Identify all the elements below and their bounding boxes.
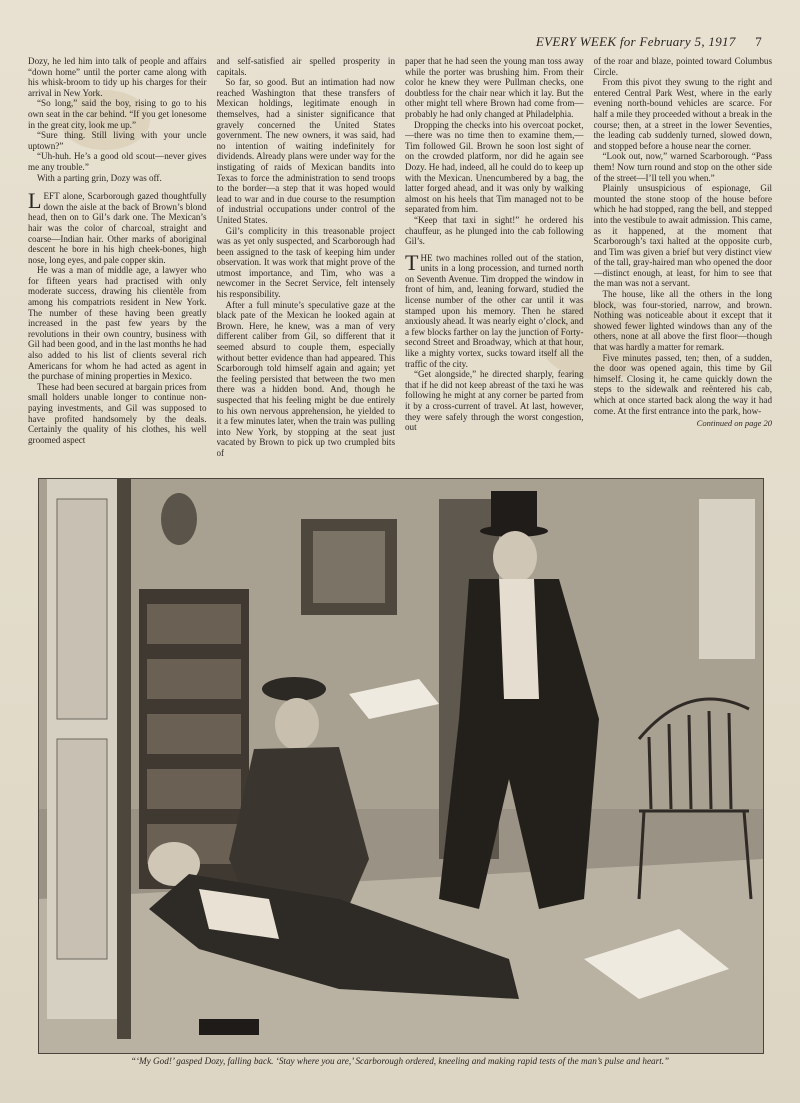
paragraph: Dropping the checks into his overcoat pocket,—there was no time then to examine them,—Tim followed Gil. Brown he soon lost sight of on the crowded platform, nor did he again see Dozy. He had, indeed, all he could do to keep up with the Mexican. Unencumbered by a bag, the latter forged ahead, and it was only by walking almost on his heels that Tim managed not to be separated from him. [405, 119, 584, 215]
paragraph: After a full minute’s speculative gaze at the black pate of the Mexican he looked again at Brown. Here, he knew, was a man of very different caliber from Gil, so different that it seemed absurd to couple them, especially without better evidence than had appeared. This Scarborough told himself again and again; yet the feeling persisted that between the two men there was a hidden bond. And, though he suspected that his feeling might be due entirely to his own nervous apprehension, he yielded to it a few minutes later, when the train was pulling into New York, by stopping at the seat just vacated by Brown to pick up two crumpled bits of [216, 299, 395, 458]
door-panel [57, 739, 107, 959]
paragraph: The house, like all the others in the long block, was four-storied, narrow, and brown. Nothing was noticeable about it except that it showed fewer lighted windows than any of the others, none at all above the first floor—though that was hardly a matter for remark. [593, 289, 772, 353]
paragraph: of the roar and blaze, pointed toward Columbus Circle. [593, 56, 772, 77]
door-panel [57, 499, 107, 719]
column-1 [28, 56, 207, 468]
column-4 [594, 56, 773, 468]
book-on-floor [199, 1019, 259, 1035]
column-3 [405, 56, 584, 468]
paragraph: paper that he had seen the young man toss away while the porter was brushing him. From their color he knew they were Pullman checks, one doubtless for the chair near which it lay. But the other might tell where Brown had come from—probably he had only changed at Philadelphia. [405, 56, 584, 119]
illustration-scene [39, 479, 763, 1053]
paragraph: Five minutes passed, ten; then, of a sudden, the door was opened again, this time by Gil himself. Closing it, he came quickly down the steps to the sidewalk and reëntered his cab, which at once started back along the way it had come. At the first entrance into the park, how- [593, 352, 772, 416]
page-number: 7 [755, 34, 762, 49]
paragraph: and self-satisfied air spelled prosperity in capitals. [216, 56, 395, 77]
paragraph: These had been secured at bargain prices from small holders unable longer to continue non-paying investments, and Gil was supposed to have profited handsomely by the deals. Certainly the quality of his clothes, his well groomed aspect [28, 381, 207, 445]
books [147, 604, 241, 864]
paragraph: “Sure thing. Still living with your uncle uptown?” [28, 130, 207, 151]
picture [313, 531, 385, 603]
column-2 [217, 56, 396, 468]
paragraph: So far, so good. But an intimation had now reached Washington that these transfers of Mexican holdings, legitimate enough in themselves, had a sinister significance that gravely concerned the United States government. The new owners, it was said, had no intention of waiting indefinitely for dividends. Already plans were under way for the instigating of raids of Mexican bandits into Texas to force the administration to send troops to the border—a step that it was hoped would lead to war and in due course to the resumption of industrial occupations under control of the United States. [216, 77, 395, 225]
paragraph-section-start: LEFT alone, Scarborough gazed thoughtfully down the aisle at the back of Brown’s blond head, then on to Gil’s dark one. The Mexican’s hair was the color of charcoal, straight and coarse—Indian hair. Other marks of aboriginal descent he bore in his high cheek-bones, high nose, long eyes, and pale copper skin. [28, 188, 207, 265]
paragraph: With a parting grin, Dozy was off. [37, 172, 162, 183]
paragraph: “So long,” said the boy, rising to go to his own seat in the car behind. “If you get lonesome in the great city, look me up.” [28, 98, 207, 130]
paragraph: “Look out, now,” warned Scarborough. “Pass them! Now turn round and stop on the other side of the street—I’ll tell you when.” [593, 151, 772, 183]
paragraph: From this pivot they swung to the right and entered Central Park West, where in the early evening north-bound vehicles are scarce. For half a mile they proceeded without a break in the course; then, at a street in the lower Seventies, the leading cab suddenly turned, slowed down, and stopped before a house near the corner. [593, 77, 772, 151]
continued-note: Continued on page 20 [696, 418, 772, 429]
header-title: EVERY WEEK for February 5, 1917 [535, 34, 736, 49]
paragraph: “Uh-huh. He’s a good old scout—never gives me any trouble.” [28, 151, 207, 172]
paragraph: He was a man of middle age, a lawyer who for fifteen years had practised with only moderate success, drawing his clientèle from among his compatriots resident in New York. The number of these having been greatly increased in the past few years by the revolutions in their own country, business with Gil had been good, and in the last months he had also added to his list of clients several rich Americans for whom he had acted as agent in the purchase of mining properties in Mexico. [28, 265, 207, 382]
paragraph: Plainly unsuspicious of espionage, Gil mounted the stone stoop of the house before which he had stopped, rang the bell, and stepped into the vestibule to await admission. This came, as it happened, at the moment that Scarborough’s taxi halted at the opposite curb, and Tim was given a brief but very distinct view of the tall, gray-haired man who opened the door—distinct enough, at least, for him to see that the man was not a servant. [593, 183, 772, 289]
paragraph: Dozy, he led him into talk of people and affairs “down home” until the porter came along with his whisk-broom to tidy up his charges for their arrival in New York. [28, 56, 207, 98]
text-columns [28, 56, 772, 468]
paragraph: “Get alongside,” he directed sharply, fearing that if he did not keep abreast of the taxi he was following he might at any corner be parted from it by a cross-current of travel. At last, however, they were safely through the worst congestion, out [405, 369, 584, 433]
story-illustration [38, 478, 764, 1054]
paragraph: Gil’s complicity in this treasonable project was as yet only suspected, and Scarborough had been assigned to the task of keeping him under observation. It was work that might prove of the utmost importance, and Tim, who was a newcomer in the Secret Service, felt intensely his responsibility. [216, 225, 395, 300]
paragraph-section-start: THE two machines rolled out of the station, units in a long procession, and turned north on Seventh Avenue. Tim dropped the window in front of him, and, leaning forward, studied the license number of the other car until it was stamped upon his memory. Then he stared anxiously ahead. It was nearly eight o’clock, and a few blocks farther on lay the junction of Forty-second Street and Broadway, which at that hour, like a mighty vortex, sucks toward itself all the traffic of the city. [405, 249, 584, 369]
window [699, 499, 755, 659]
running-header [536, 34, 762, 50]
door-frame [117, 479, 131, 1039]
illustration-caption: “‘My God!’ gasped Dozy, falling back. ‘Stay where you are,’ Scarborough ordered, kneeling and making rapid tests of the man’s pulse and heart.” [130, 1056, 670, 1066]
vase [161, 493, 197, 545]
paragraph: “Keep that taxi in sight!” he ordered his chauffeur, as he plunged into the cab following Gil’s. [405, 214, 584, 247]
